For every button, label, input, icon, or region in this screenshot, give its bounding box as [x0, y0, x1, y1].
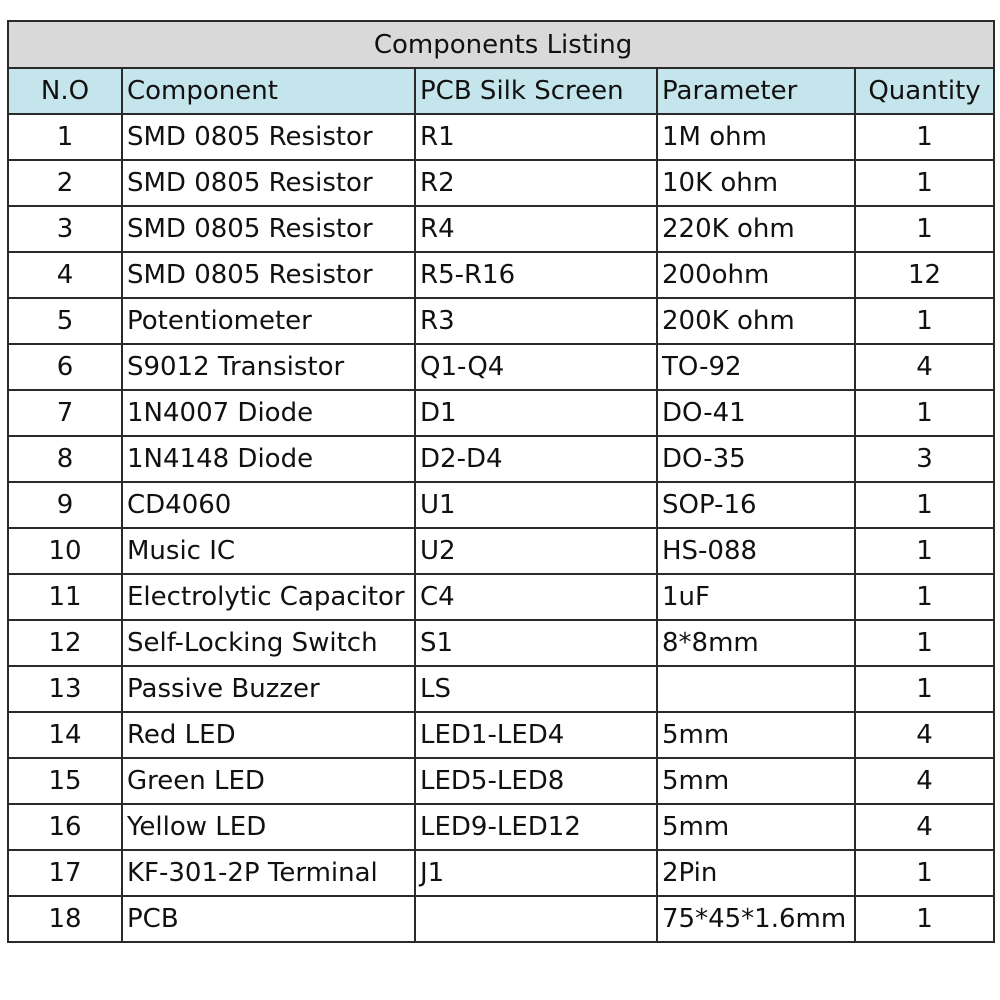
table-row	[8, 390, 994, 436]
cell-quantity: 1	[855, 850, 994, 896]
cell-quantity: 1	[855, 114, 994, 160]
cell-quantity: 3	[855, 436, 994, 482]
cell-silk-screen: R5-R16	[415, 252, 657, 298]
cell-parameter: 5mm	[657, 804, 855, 850]
cell-number: 8	[8, 436, 122, 482]
cell-quantity: 1	[855, 160, 994, 206]
cell-component: Potentiometer	[122, 298, 415, 344]
cell-number: 10	[8, 528, 122, 574]
cell-parameter: TO-92	[657, 344, 855, 390]
cell-number: 7	[8, 390, 122, 436]
cell-component: Electrolytic Capacitor	[122, 574, 415, 620]
components-table-container	[7, 20, 993, 943]
cell-silk-screen: J1	[415, 850, 657, 896]
cell-quantity: 1	[855, 206, 994, 252]
cell-silk-screen: D2-D4	[415, 436, 657, 482]
cell-silk-screen: Q1-Q4	[415, 344, 657, 390]
cell-number: 1	[8, 114, 122, 160]
table-row	[8, 574, 994, 620]
cell-silk-screen: C4	[415, 574, 657, 620]
cell-component: SMD 0805 Resistor	[122, 252, 415, 298]
cell-component: Music IC	[122, 528, 415, 574]
cell-parameter: 5mm	[657, 712, 855, 758]
cell-parameter: 75*45*1.6mm	[657, 896, 855, 942]
cell-number: 12	[8, 620, 122, 666]
cell-parameter: 5mm	[657, 758, 855, 804]
cell-number: 15	[8, 758, 122, 804]
cell-silk-screen: LED5-LED8	[415, 758, 657, 804]
cell-silk-screen: R3	[415, 298, 657, 344]
cell-quantity: 4	[855, 712, 994, 758]
table-header-row	[8, 68, 994, 114]
cell-silk-screen: LED1-LED4	[415, 712, 657, 758]
cell-number: 6	[8, 344, 122, 390]
cell-silk-screen: R2	[415, 160, 657, 206]
cell-component: Green LED	[122, 758, 415, 804]
cell-quantity: 1	[855, 620, 994, 666]
cell-parameter: SOP-16	[657, 482, 855, 528]
cell-silk-screen: S1	[415, 620, 657, 666]
cell-number: 2	[8, 160, 122, 206]
cell-quantity: 4	[855, 804, 994, 850]
column-header-quantity: Quantity	[855, 68, 994, 114]
cell-number: 18	[8, 896, 122, 942]
cell-component: Passive Buzzer	[122, 666, 415, 712]
cell-quantity: 1	[855, 574, 994, 620]
cell-component: Self-Locking Switch	[122, 620, 415, 666]
cell-quantity: 1	[855, 482, 994, 528]
cell-silk-screen: U1	[415, 482, 657, 528]
cell-number: 11	[8, 574, 122, 620]
cell-parameter: DO-41	[657, 390, 855, 436]
cell-parameter	[657, 666, 855, 712]
table-body	[8, 114, 994, 942]
cell-parameter: 10K ohm	[657, 160, 855, 206]
table-title-row	[8, 21, 994, 68]
components-table	[7, 20, 995, 943]
cell-silk-screen: LED9-LED12	[415, 804, 657, 850]
table-row	[8, 252, 994, 298]
cell-parameter: 8*8mm	[657, 620, 855, 666]
table-title: Components Listing	[8, 21, 994, 68]
cell-component: Yellow LED	[122, 804, 415, 850]
cell-quantity: 1	[855, 528, 994, 574]
table-row	[8, 896, 994, 942]
cell-component: SMD 0805 Resistor	[122, 206, 415, 252]
cell-number: 14	[8, 712, 122, 758]
cell-parameter: 1M ohm	[657, 114, 855, 160]
cell-parameter: 200K ohm	[657, 298, 855, 344]
cell-parameter: 2Pin	[657, 850, 855, 896]
table-row	[8, 850, 994, 896]
table-row	[8, 666, 994, 712]
cell-component: SMD 0805 Resistor	[122, 114, 415, 160]
table-row	[8, 344, 994, 390]
cell-number: 5	[8, 298, 122, 344]
cell-component: KF-301-2P Terminal	[122, 850, 415, 896]
cell-parameter: HS-088	[657, 528, 855, 574]
column-header-number: N.O	[8, 68, 122, 114]
cell-component: S9012 Transistor	[122, 344, 415, 390]
cell-component: 1N4007 Diode	[122, 390, 415, 436]
cell-quantity: 1	[855, 896, 994, 942]
table-row	[8, 482, 994, 528]
table-row	[8, 804, 994, 850]
cell-component: SMD 0805 Resistor	[122, 160, 415, 206]
table-row	[8, 758, 994, 804]
cell-number: 13	[8, 666, 122, 712]
cell-component: 1N4148 Diode	[122, 436, 415, 482]
cell-quantity: 4	[855, 758, 994, 804]
cell-quantity: 1	[855, 298, 994, 344]
cell-component: Red LED	[122, 712, 415, 758]
cell-silk-screen: R1	[415, 114, 657, 160]
cell-parameter: 1uF	[657, 574, 855, 620]
cell-parameter: 200ohm	[657, 252, 855, 298]
cell-number: 16	[8, 804, 122, 850]
cell-quantity: 4	[855, 344, 994, 390]
column-header-parameter: Parameter	[657, 68, 855, 114]
cell-quantity: 1	[855, 666, 994, 712]
cell-component: CD4060	[122, 482, 415, 528]
table-row	[8, 114, 994, 160]
cell-silk-screen: LS	[415, 666, 657, 712]
cell-number: 17	[8, 850, 122, 896]
cell-quantity: 1	[855, 390, 994, 436]
cell-silk-screen: D1	[415, 390, 657, 436]
table-row	[8, 160, 994, 206]
cell-silk-screen: U2	[415, 528, 657, 574]
table-row	[8, 298, 994, 344]
table-row	[8, 620, 994, 666]
cell-quantity: 12	[855, 252, 994, 298]
cell-number: 4	[8, 252, 122, 298]
cell-number: 3	[8, 206, 122, 252]
cell-silk-screen: R4	[415, 206, 657, 252]
cell-silk-screen	[415, 896, 657, 942]
table-row	[8, 206, 994, 252]
cell-component: PCB	[122, 896, 415, 942]
table-row	[8, 436, 994, 482]
table-row	[8, 528, 994, 574]
column-header-silk-screen: PCB Silk Screen	[415, 68, 657, 114]
cell-parameter: 220K ohm	[657, 206, 855, 252]
column-header-component: Component	[122, 68, 415, 114]
cell-number: 9	[8, 482, 122, 528]
table-row	[8, 712, 994, 758]
cell-parameter: DO-35	[657, 436, 855, 482]
